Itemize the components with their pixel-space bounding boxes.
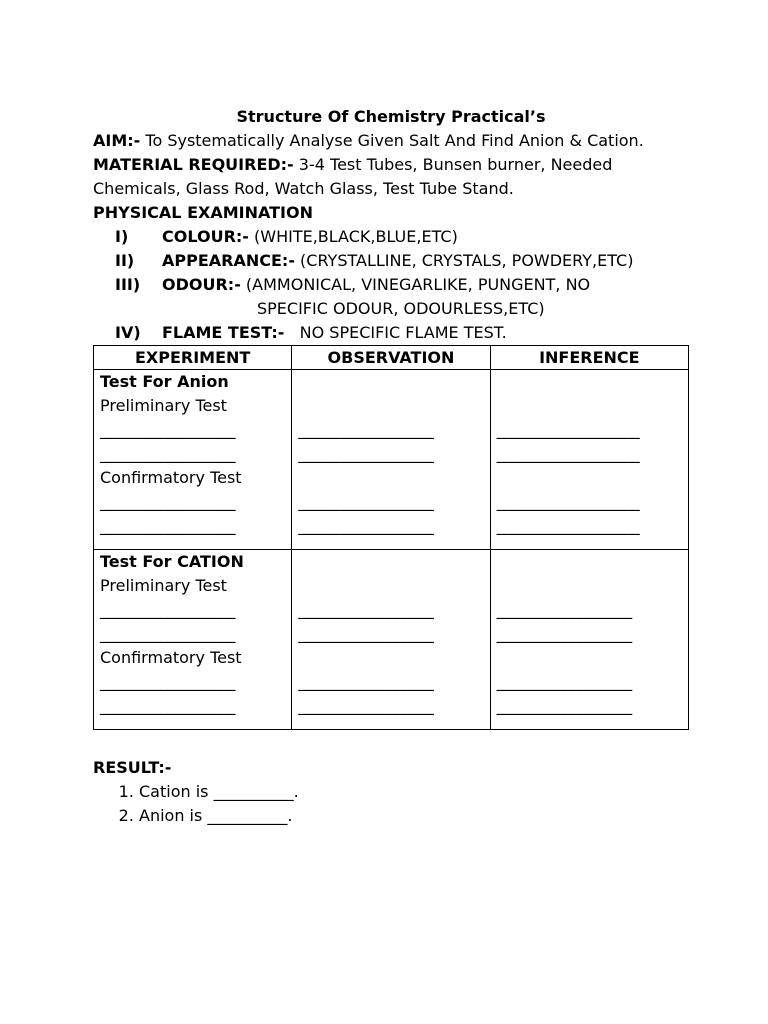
blank-line: ___________________ [496, 492, 640, 511]
item-label: COLOUR:- [162, 227, 249, 246]
blank-line: __________________ [100, 672, 235, 691]
blank-line: __________________ [298, 672, 434, 691]
anion-inference-cell [490, 370, 688, 550]
header-inference: INFERENCE [490, 346, 688, 370]
header-experiment: EXPERIMENT [94, 346, 292, 370]
physical-item-appearance [93, 249, 693, 273]
result-item-cation: 1. Cation is __________. [139, 780, 693, 804]
item-label: FLAME TEST:- [162, 323, 285, 342]
item-text: NO SPECIFIC FLAME TEST. [284, 323, 507, 342]
material-label: MATERIAL REQUIRED:- [93, 155, 294, 174]
blank-line: __________________ [496, 672, 632, 691]
blank-line: __________________ [298, 516, 434, 535]
item-number: III) [115, 275, 141, 294]
blank-line: __________________ [496, 696, 632, 715]
physical-item-odour [93, 273, 693, 297]
blank-line: __________________ [298, 696, 434, 715]
table-row-anion [94, 370, 689, 550]
anion-prelim-label: Preliminary Test [100, 396, 227, 415]
header-observation: OBSERVATION [292, 346, 490, 370]
aim-line [93, 129, 693, 153]
result-item-anion: 2. Anion is __________. [139, 804, 693, 828]
item-text: (WHITE,BLACK,BLUE,ETC) [248, 227, 458, 246]
blank-line: __________________ [100, 420, 235, 439]
blank-line: __________________ [298, 420, 434, 439]
item-text: (CRYSTALLINE, CRYSTALS, POWDERY,ETC) [294, 251, 634, 270]
cation-confirm-label: Confirmatory Test [100, 648, 242, 667]
cation-prelim-label: Preliminary Test [100, 576, 227, 595]
blank-line: __________________ [496, 624, 632, 643]
item-label: ODOUR:- [162, 275, 241, 294]
result-label: RESULT:- [93, 758, 172, 777]
blank-line: __________________ [100, 516, 235, 535]
blank-line: __________________ [298, 492, 434, 511]
item-number: IV) [115, 323, 141, 342]
physical-item-colour [93, 225, 693, 249]
physical-heading: PHYSICAL EXAMINATION [93, 203, 313, 222]
blank-line: ___________________ [496, 444, 640, 463]
blank-line: __________________ [100, 444, 235, 463]
blank-line: __________________ [100, 600, 235, 619]
material-text-1: 3-4 Test Tubes, Bunsen burner, Needed [293, 155, 613, 174]
cation-inference-cell [490, 550, 688, 730]
blank-line: __________________ [100, 696, 235, 715]
item-text: (AMMONICAL, VINEGARLIKE, PUNGENT, NO [240, 275, 591, 294]
table-header-row [94, 346, 689, 370]
analysis-table [93, 345, 689, 730]
anion-observation-cell [292, 370, 490, 550]
table-row-cation [94, 550, 689, 730]
blank-line: __________________ [298, 444, 434, 463]
result-list [93, 780, 693, 828]
anion-confirm-label: Confirmatory Test [100, 468, 242, 487]
document-page [93, 105, 693, 828]
physical-item-odour-cont: SPECIFIC ODOUR, ODOURLESS,ETC) [257, 299, 545, 318]
blank-line: __________________ [298, 624, 434, 643]
blank-line: __________________ [298, 600, 434, 619]
item-label: APPEARANCE:- [162, 251, 295, 270]
blank-line: ___________________ [496, 420, 640, 439]
anion-experiment-cell [94, 370, 292, 550]
page-title: Structure Of Chemistry Practical’s [236, 107, 546, 126]
material-line [93, 153, 693, 177]
anion-heading: Test For Anion [100, 372, 229, 391]
cation-observation-cell [292, 550, 490, 730]
blank-line: __________________ [496, 600, 632, 619]
cation-heading: Test For CATION [100, 552, 244, 571]
blank-line: __________________ [100, 492, 235, 511]
physical-item-flame [93, 321, 693, 345]
aim-label: AIM:- [93, 131, 141, 150]
blank-line: __________________ [100, 624, 235, 643]
aim-text: To Systematically Analyse Given Salt And Find Anion & Cation. [140, 131, 644, 150]
item-number: II) [115, 251, 135, 270]
material-line-2: Chemicals, Glass Rod, Watch Glass, Test Tube Stand. [93, 179, 514, 198]
blank-line: ___________________ [496, 516, 640, 535]
cation-experiment-cell [94, 550, 292, 730]
result-section [93, 756, 693, 828]
item-number: I) [115, 227, 129, 246]
